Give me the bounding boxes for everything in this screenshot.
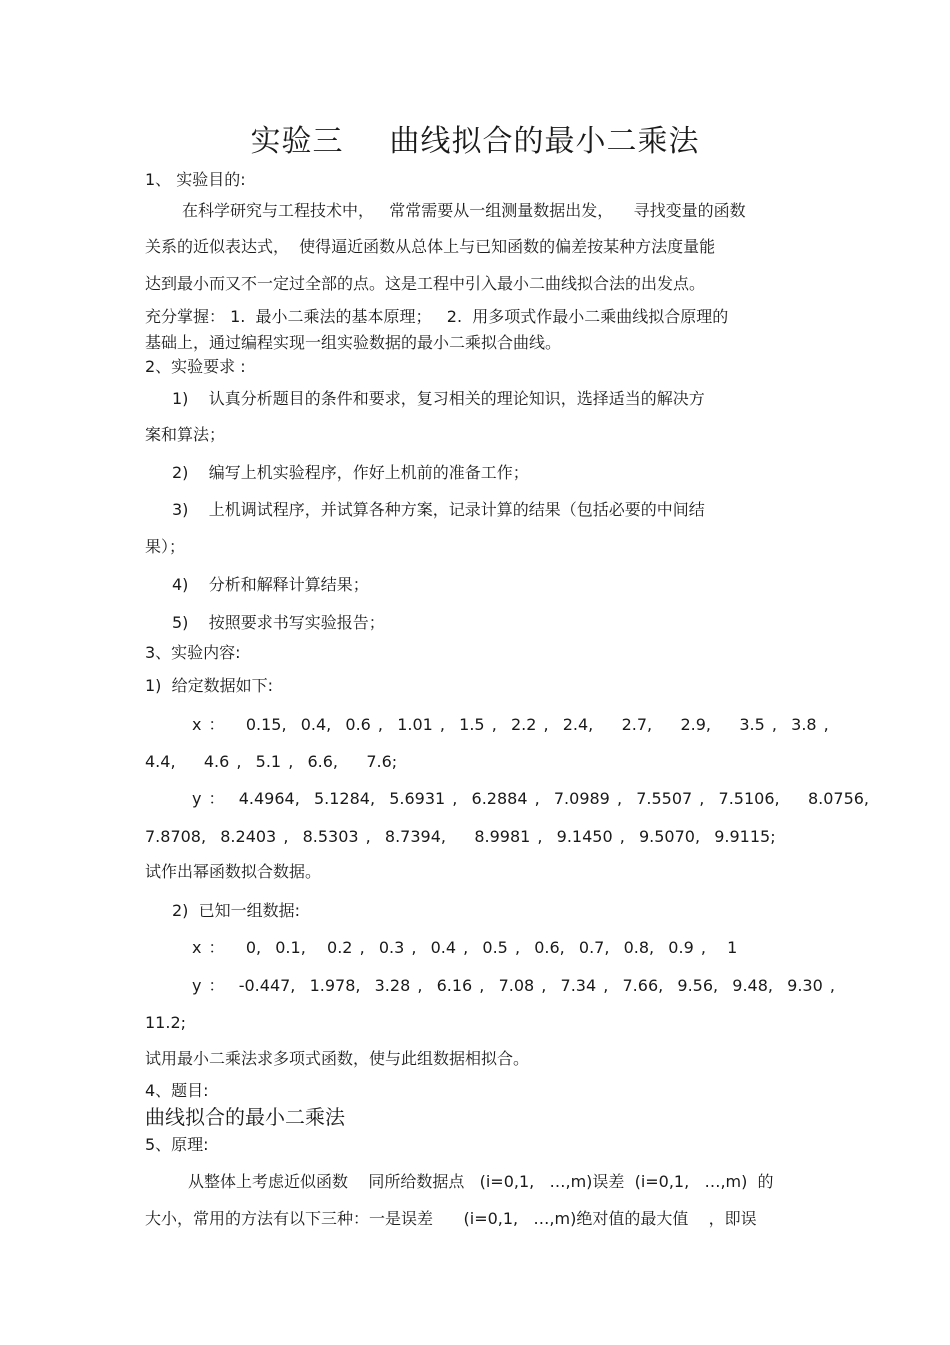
- requirement-item: 1) 认真分析题目的条件和要求，复习相关的理论知识，选择适当的解决方: [172, 389, 705, 408]
- dataset-1-x-values-continued: 4.4, 4.6 , 5.1 , 6.6, 7.6;: [145, 752, 398, 771]
- question-2-label: 2) 已知一组数据:: [172, 901, 300, 920]
- question-2-task: 试用最小二乘法求多项式函数，使与此组数据相拟合。: [145, 1049, 530, 1068]
- section-5-paragraph-line: 大小，常用的方法有以下三种：一是误差 (i=0,1, …,m)绝对值的最大值 ，即误: [145, 1209, 757, 1228]
- dataset-1-x-values: x ： 0.15, 0.4, 0.6 , 1.01 , 1.5 , 2.2 , 2.4, 2.7, 2.9, 3.5 , 3.8 ,: [192, 715, 829, 734]
- title-topic: 曲线拟合的最小二乘法: [389, 124, 700, 159]
- requirement-item-continued: 案和算法；: [145, 425, 226, 444]
- section-4-heading: 4、题目:: [145, 1081, 209, 1100]
- dataset-2-y-values-continued: 11.2;: [145, 1013, 187, 1032]
- section-1-heading: 1、 实验目的:: [145, 170, 246, 189]
- section-1-paragraph-line: 在科学研究与工程技术中， 常常需要从一组测量数据出发， 寻找变量的函数: [182, 201, 746, 220]
- section-3-heading: 3、实验内容:: [145, 643, 241, 662]
- dataset-2-y-values: y ： -0.447, 1.978, 3.28 , 6.16 , 7.08 , 7.34 , 7.66, 9.56, 9.48, 9.30 ,: [192, 976, 835, 995]
- question-1-task: 试作出幂函数拟合数据。: [145, 862, 322, 881]
- dataset-2-x-values: x ： 0, 0.1, 0.2 , 0.3 , 0.4 , 0.5 , 0.6, 0.7, 0.8, 0.9 , 1: [192, 938, 738, 957]
- question-1-label: 1) 给定数据如下:: [145, 676, 273, 695]
- title-experiment-number: 实验三: [250, 124, 344, 159]
- page-title: [0, 122, 950, 162]
- requirement-item: 3) 上机调试程序，并试算各种方案，记录计算的结果（包括必要的中间结: [172, 500, 705, 519]
- section-1-paragraph-line: 充分掌握： 1. 最小二乘法的基本原理； 2. 用多项式作最小二乘曲线拟合原理的: [145, 307, 729, 326]
- requirement-item-continued: 果）；: [145, 537, 186, 556]
- section-1-paragraph-line: 达到最小而又不一定过全部的点。这是工程中引入最小二曲线拟合法的出发点。: [145, 274, 706, 293]
- section-1-paragraph-line: 基础上，通过编程实现一组实验数据的最小二乘拟合曲线。: [145, 333, 562, 352]
- section-5-heading: 5、原理:: [145, 1135, 209, 1154]
- section-1-paragraph-line: 关系的近似表达式， 使得逼近函数从总体上与已知函数的偏差按某种方法度量能: [145, 237, 716, 256]
- section-4-topic: 曲线拟合的最小二乘法: [145, 1105, 345, 1129]
- requirement-item: 2) 编写上机实验程序，作好上机前的准备工作；: [172, 463, 529, 482]
- requirement-item: 4) 分析和解释计算结果；: [172, 575, 369, 594]
- dataset-1-y-values: y ： 4.4964, 5.1284, 5.6931 , 6.2884 , 7.0989 , 7.5507 , 7.5106, 8.0756,: [192, 789, 870, 808]
- section-2-heading: 2、实验要求 :: [145, 357, 246, 376]
- dataset-1-y-values-continued: 7.8708, 8.2403 , 8.5303 , 8.7394, 8.9981 , 9.1450 , 9.5070, 9.9115;: [145, 827, 776, 846]
- requirement-item: 5) 按照要求书写实验报告；: [172, 613, 385, 632]
- section-5-paragraph-line: 从整体上考虑近似函数 同所给数据点 (i=0,1, …,m)误差 (i=0,1, …,m) 的: [188, 1172, 774, 1191]
